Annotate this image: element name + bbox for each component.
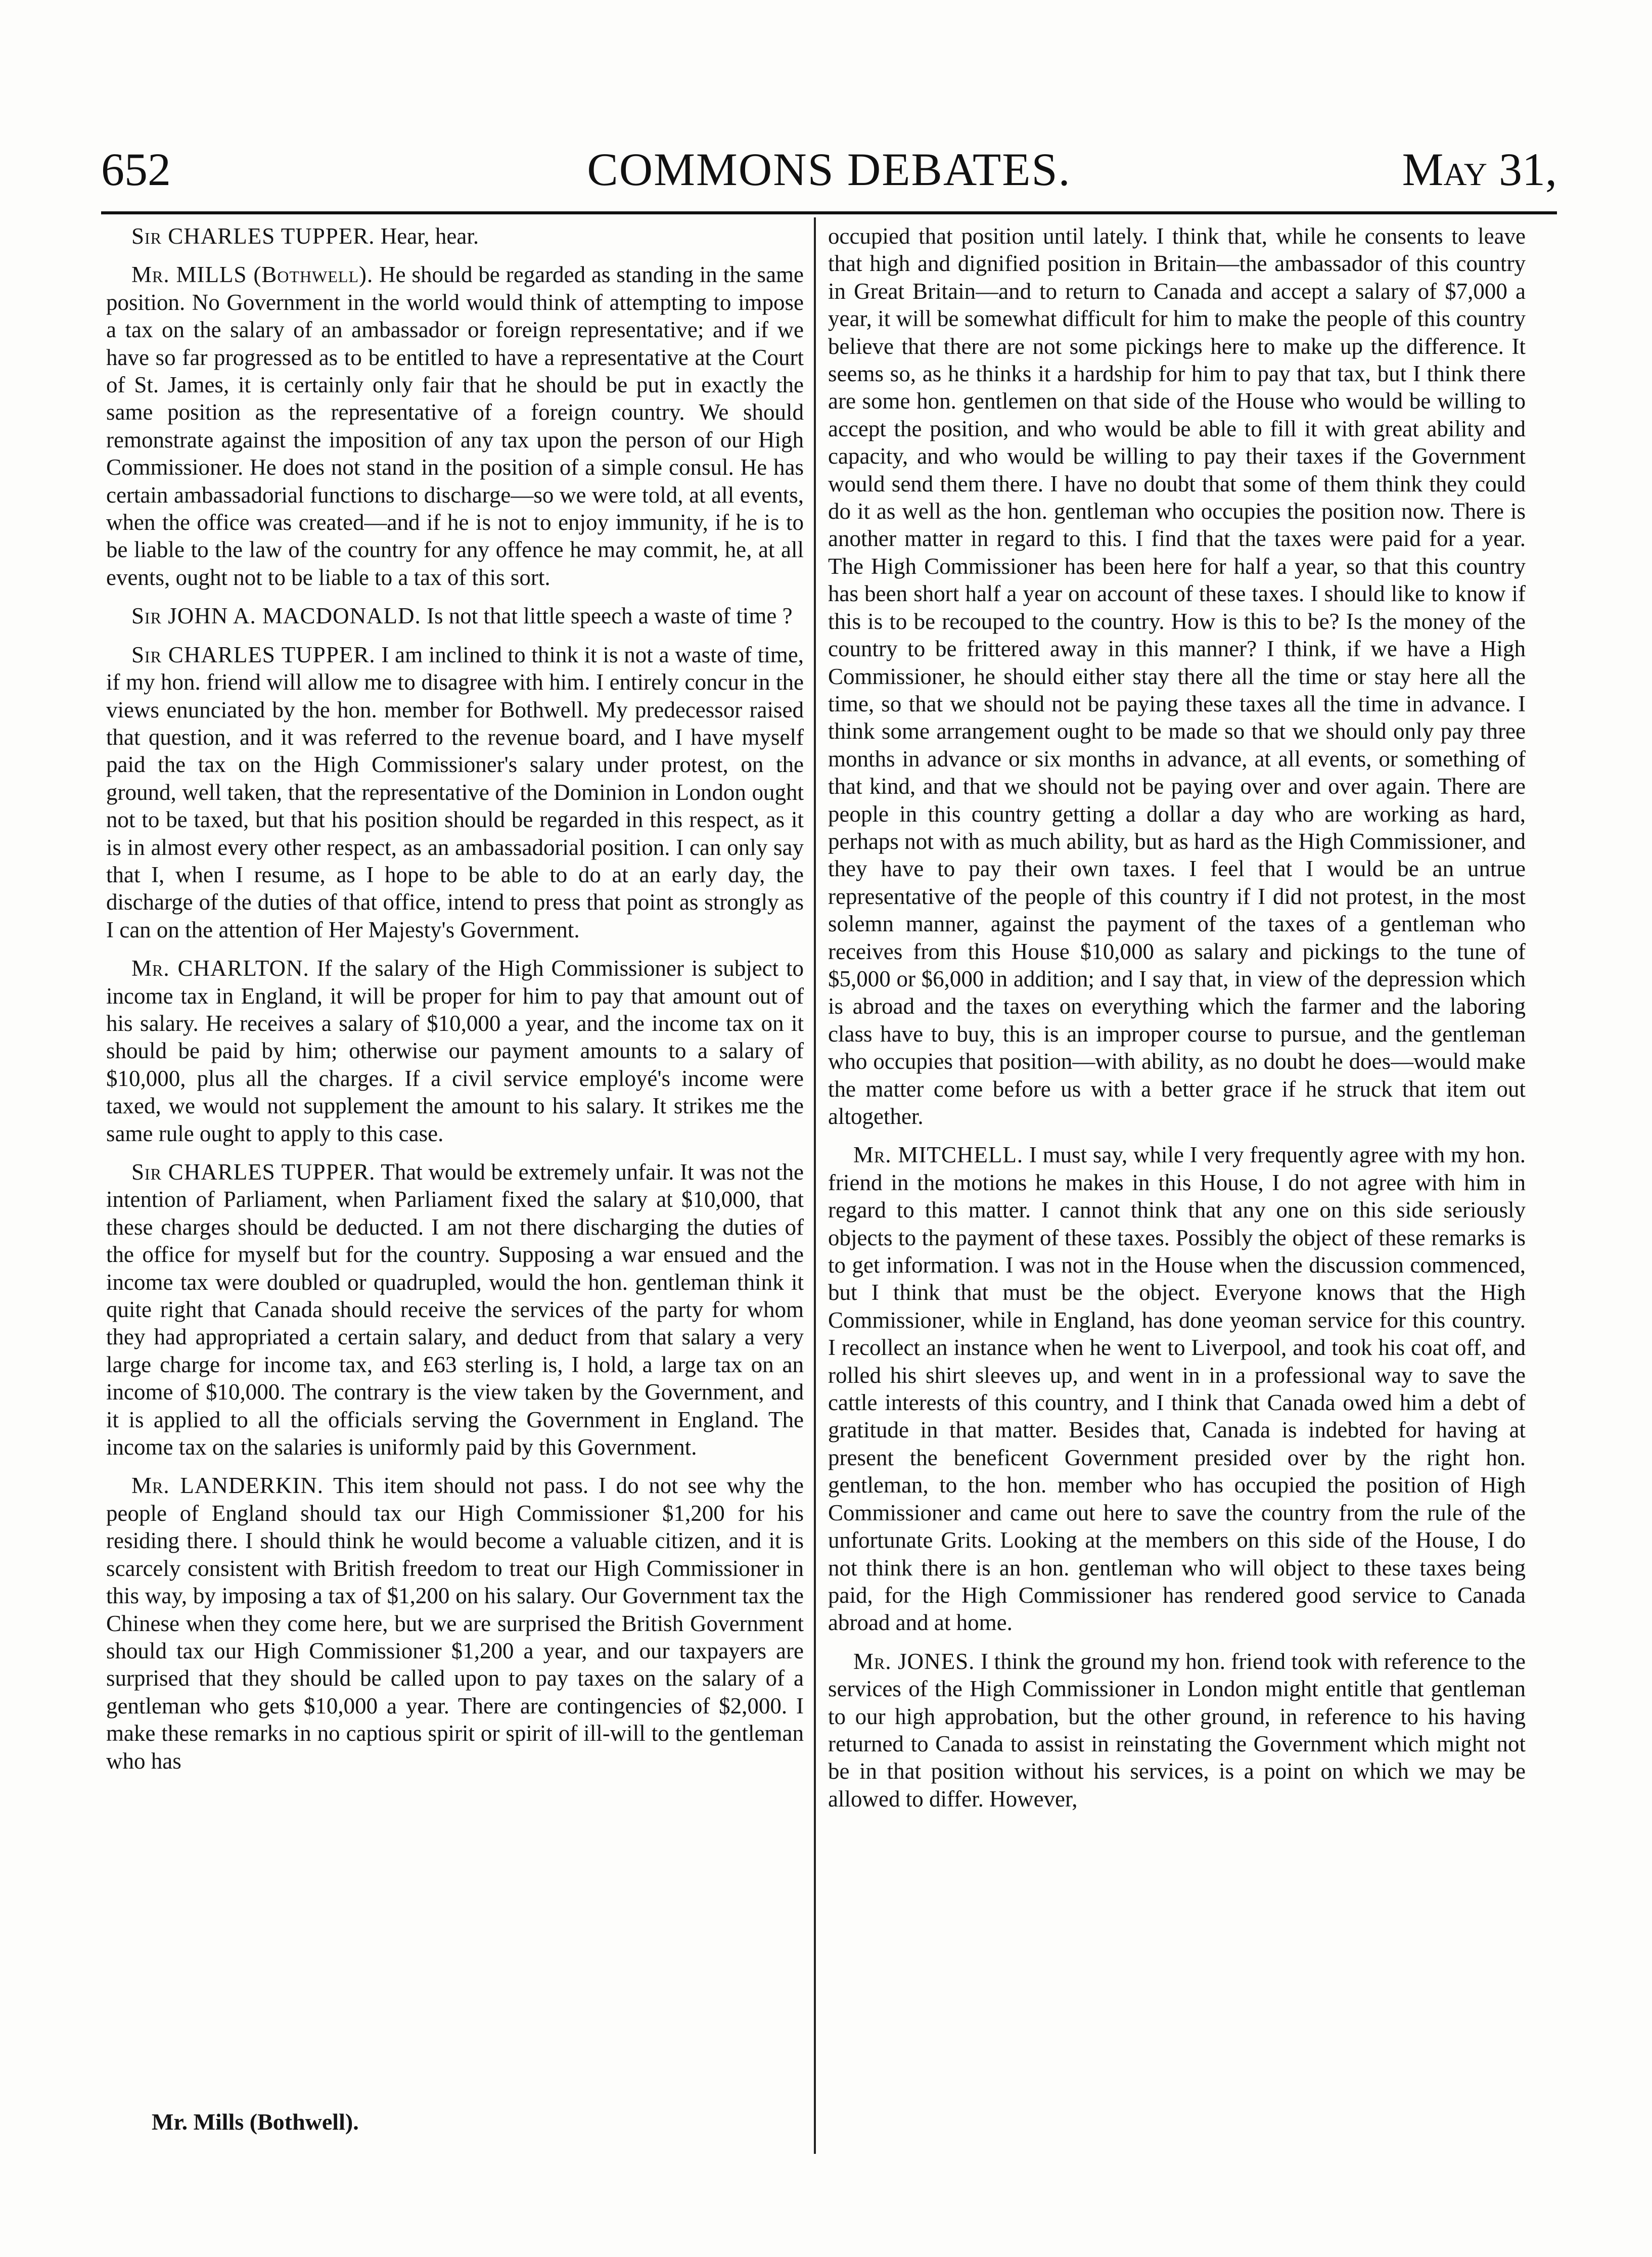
left-column: [106, 222, 804, 2103]
speaker-name: Mr. LANDERKIN.: [131, 1473, 324, 1499]
speech-text: I must say, while I very frequently agree with my hon. friend in the motions he makes in this House, I do not agree with him in regard to this matter. I cannot think that any one on this side seriously objects to the payment of these taxes. Possibly the object of these remarks is to get information. I was not in the House when the discussion commenced, but I think that must be the object. Everyone knows that the High Commissioner, while in England, has done yeoman service for this country. I recollect an instance when he went to Liverpool, and took his coat off, and rolled his shirt sleeves up, and went in in a professional way to save the cattle interests of this country, and I think that Canada owed him a debt of gratitude in that matter. Besides that, Canada is indebted for having at present the beneficent Government presided over by the right hon. gentleman, to the hon. member who has occupied the position of High Commissioner and came out here to save the country from the rule of the unfortunate Grits. Looking at the members on this side of the House, I do not think there is an hon. gentleman who will object to these taxes being paid, for the High Commissioner has rendered good service to Canada abroad and at home.: [828, 1142, 1526, 1636]
speech-text: That would be extremely unfair. It was not the intention of Parliament, when Parliament fixed the salary at $10,000, that these charges should be deducted. I am not there discharging the duties of the office for myself but for the country. Supposing a war ensued and the income tax were doubled or quadrupled, would the hon. gentleman think it quite right that Canada should receive the services of the party for whom they had appropriated a certain salary, and deduct from that salary a very large charge for income tax, and £63 sterling is, I hold, a large tax on an income of $10,000. The contrary is the view taken by the Government, and it is applied to all the officials serving the Government in England. The income tax on the salaries is uniformly paid by this Government.: [106, 1159, 804, 1460]
speaker-name: Mr. MILLS (Bothwell).: [131, 262, 374, 288]
speech-paragraph: [106, 261, 804, 591]
page-title: COMMONS DEBATES.: [587, 144, 1071, 195]
speech-text: I think the ground my hon. friend took with reference to the services of the High Commissioner in London might entitle that gentleman to our high approbation, but the other ground, in reference to his having returned to Canada to assist in reinstating the Government which might not be in that position without his services, is a point on which we may be allowed to differ. However,: [828, 1648, 1526, 1812]
speech-paragraph: [828, 1648, 1526, 1813]
speaker-name: Sir JOHN A. MACDONALD.: [131, 603, 421, 629]
column-divider: [814, 217, 816, 2154]
speech-paragraph: [106, 641, 804, 943]
speech-paragraph: [106, 1158, 804, 1461]
speech-paragraph: [106, 1472, 804, 1774]
speech-text: He should be regarded as standing in the same position. No Government in the world would think of attempting to impose a tax on the salary of an ambassador or foreign representative; and if we have so far progressed as to be entitled to have a representative at the Court of St. James, it is certainly only fair that he should be put in exactly the same position as the representative of a foreign country. We should remonstrate against the imposition of any tax upon the person of our High Commissioner. He does not stand in the position of a simple consul. He has certain ambassadorial functions to discharge—so we were told, at all events, when the office was created—and if he is not to enjoy immunity, if he is to be liable to the law of the country for any offence he may commit, he, at all events, ought not to be liable to a tax of this sort.: [106, 262, 804, 590]
speaker-name: Mr. JONES.: [853, 1648, 975, 1674]
speech-paragraph: [106, 602, 804, 629]
speaker-name: Mr. MITCHELL.: [853, 1142, 1024, 1168]
speech-text: I am inclined to think it is not a waste of time, if my hon. friend will allow me to disagree with him. I entirely concur in the views enunciated by the hon. member for Bothwell. My predecessor raised that question, and it was referred to the revenue board, and I have myself paid the tax on the High Commissioner's salary under protest, on the ground, well taken, that the representative of the Dominion in London ought not to be taxed, but that his position should be regarded in this respect, as it is in almost every other respect, as an ambassadorial position. I can only say that I, when I resume, as I hope to be able to do at an early day, the discharge of the duties of that office, intend to press that point as strongly as I can on the attention of Her Majesty's Government.: [106, 642, 804, 942]
speech-paragraph: [828, 222, 1526, 1130]
header-rule: [101, 211, 1557, 214]
footer-catchword: Mr. Mills (Bothwell).: [152, 2109, 359, 2135]
speech-text: Hear, hear.: [380, 223, 479, 249]
speaker-name: Mr. CHARLTON.: [131, 956, 309, 981]
page-header: [101, 137, 1557, 202]
speaker-name: Sir CHARLES TUPPER.: [131, 1159, 376, 1185]
page-number: 652: [101, 144, 171, 195]
speech-text: Is not that little speech a waste of time ?: [427, 603, 793, 629]
right-column: [828, 222, 1526, 2103]
page-date: May 31,: [1402, 144, 1557, 195]
speech-paragraph: [106, 955, 804, 1147]
speech-paragraph: [828, 1141, 1526, 1636]
speaker-name: Sir CHARLES TUPPER.: [131, 642, 376, 667]
speech-text: This item should not pass. I do not see why the people of England should tax our High Commissioner $1,200 for his residing there. I should think he would become a valuable citizen, and it is scarcely consistent with British freedom to treat our High Commissioner in this way, by imposing a tax of $1,200 on his salary. Our Government tax the Chinese when they come here, but we are surprised the British Government should tax our High Commissioner $1,200 a year, and our taxpayers are surprised that they should be called upon to pay taxes on the salary of a gentleman who gets $10,000 a year. There are contingencies of $2,000. I make these remarks in no captious spirit or spirit of ill-will to the gentleman who has: [106, 1473, 804, 1774]
speech-text: If the salary of the High Commissioner is subject to income tax in England, it will be proper for him to pay that amount out of his salary. He receives a salary of $10,000 a year, and the income tax on it should be paid by him; otherwise our payment amounts to a salary of $10,000, plus all the charges. If a civil service employé's income were taxed, we would not supplement the amount to his salary. It strikes me the same rule ought to apply to this case.: [106, 956, 804, 1146]
speech-text: occupied that position until lately. I think that, while he consents to leave that high and dignified position in Britain—the ambassador of this country in Great Britain—and to return to Canada and accept a salary of $7,000 a year, it will be somewhat difficult for him to make the people of this country believe that there are not some pickings here to make up the difference. It seems so, as he thinks it a hardship for him to pay that tax, but I think there are some hon. gentlemen on that side of the House who would be willing to accept the position, and who would be able to fill it with great ability and capacity, and who would be willing to pay their taxes if the Government would send them there. I have no doubt that some of them think they could do it as well as the hon. gentleman who occupies the position now. There is another matter in regard to this. I find that the taxes were paid for a year. The High Commissioner has been here for half a year, so that this country has been short half a year on account of these taxes. I should like to know if this is to be recouped to the country. How is this to be? Is the money of the country to be frittered away in this manner? I think, if we have a High Commissioner, he should either stay there all the time or stay here all the time, so that we should not be paying these taxes all the time in advance. I think some arrangement ought to be made so that we should only pay three months in advance or six months in advance, at all events, or something of that kind, and that we should not be paying over and over again. There are people in this country getting a dollar a day who are working as hard, perhaps not with as much ability, but as hard as the High Commissioner, and they have to pay their own taxes. I feel that I would be an untrue representative of the people of this country if I did not protest, in the most solemn manner, against the payment of the taxes of a gentleman who receives from this House $10,000 as salary and pickings to the tune of $5,000 or $6,000 in addition; and I say that, in view of the depression which is abroad and the taxes on everything which the farmer and the laboring class have to buy, this is an improper course to pursue, and the gentleman who occupies that position—with ability, as no doubt he does—would make the matter come before us with a better grace if he struck that item out altogether.: [828, 223, 1526, 1129]
speech-paragraph: [106, 222, 804, 250]
speaker-name: Sir CHARLES TUPPER.: [131, 223, 375, 249]
